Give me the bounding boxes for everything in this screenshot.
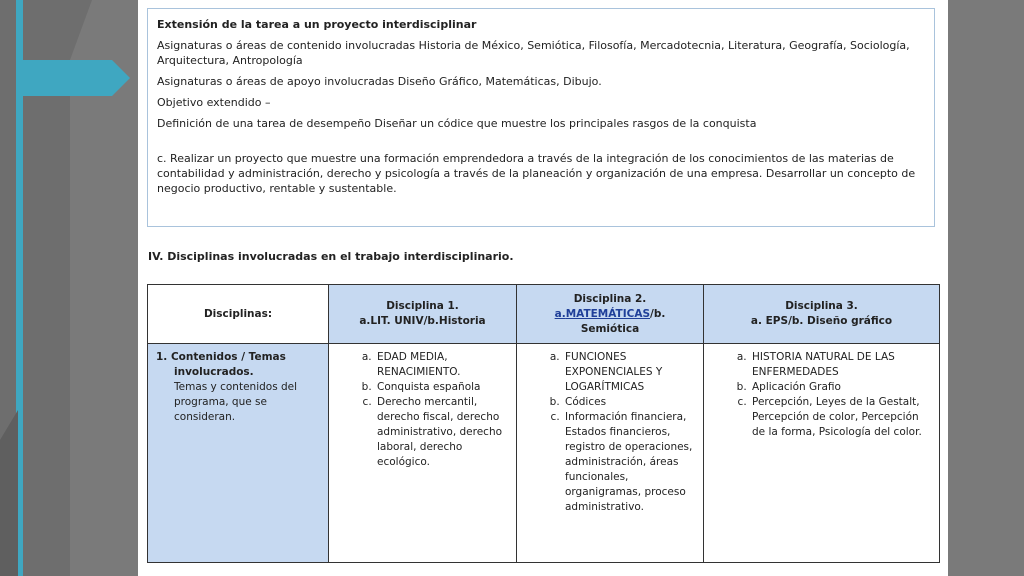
table-header-row xyxy=(148,285,940,344)
header-disciplina-1-title: Disciplina 1. xyxy=(386,300,459,312)
list-item: a. FUNCIONES EXPONENCIALES Y LOGARÍTMICAS xyxy=(563,350,699,395)
disciplines-table xyxy=(147,284,940,563)
header-disciplina-3-subjects: a. EPS/b. Diseño gráfico xyxy=(750,315,893,327)
content-subjects-text: Asignaturas o áreas de contenido involucradas Historia de México, Semiótica, Filosofía, Mercadotecnia, Literatura, Geografía, Sociología, Arquitectura, Antropología xyxy=(157,39,910,67)
box-title: Extensión de la tarea a un proyecto interdisciplinar xyxy=(157,18,477,31)
header-disciplina-3-title: Disciplina 3. xyxy=(785,300,858,312)
list-item: b. Conquista española xyxy=(375,380,512,395)
row-label-title: 1. Contenidos / Temas xyxy=(156,351,286,363)
row-label-cell xyxy=(148,344,329,563)
header-disciplinas: Disciplinas: xyxy=(148,285,329,344)
list-item: c. Percepción, Leyes de la Gestalt, Percepción de color, Percepción de la forma, Psicología del color. xyxy=(750,395,935,440)
header-disciplina-3 xyxy=(704,285,940,344)
performance-task-text: Definición de una tarea de desempeño Diseñar un códice que muestre los principales rasgos de la conquista xyxy=(157,117,757,130)
decorative-arrow-shape xyxy=(0,0,137,576)
extended-objective-text: Objetivo extendido – xyxy=(157,96,271,109)
document-page xyxy=(138,0,948,576)
disciplina-3-contents xyxy=(704,344,940,563)
disciplina-1-contents xyxy=(329,344,517,563)
list-item: a. EDAD MEDIA, RENACIMIENTO. xyxy=(375,350,512,380)
header-disciplina-2-suffix: /b. xyxy=(650,307,666,320)
row-label-subtitle: involucrados. xyxy=(174,366,254,378)
header-disciplina-2 xyxy=(517,285,704,344)
header-disciplina-2-title: Disciplina 2. xyxy=(573,292,647,305)
matematicas-link[interactable]: MATEMÁTICAS xyxy=(565,307,651,320)
task-extension-box xyxy=(147,8,935,227)
disciplina-2-contents xyxy=(517,344,704,563)
list-item: b. Aplicación Grafio xyxy=(750,380,935,395)
list-item: c. Derecho mercantil, derecho fiscal, derecho administrativo, derecho laboral, derecho ecológico. xyxy=(375,395,512,470)
header-disciplina-2-prefix: a. xyxy=(554,307,566,320)
header-disciplina-1-subjects: a.LIT. UNIV/b.Historia xyxy=(359,315,486,327)
list-item: b. Códices xyxy=(563,395,699,410)
row-label-description: Temas y contenidos del programa, que se consideran. xyxy=(174,381,298,423)
table-row xyxy=(148,344,940,563)
list-item: c. Información financiera, Estados financieros, registro de operaciones, administración, áreas funcionales, organigramas, proceso administrativo. xyxy=(563,410,699,515)
support-subjects-text: Asignaturas o áreas de apoyo involucradas Diseño Gráfico, Matemáticas, Dibujo. xyxy=(157,75,602,88)
list-item: a. HISTORIA NATURAL DE LAS ENFERMEDADES xyxy=(750,350,935,380)
header-disciplina-2-semiotica: Semiótica xyxy=(580,322,640,335)
header-disciplina-2-subjects xyxy=(517,307,703,322)
header-disciplina-1 xyxy=(329,285,517,344)
project-description-text: c. Realizar un proyecto que muestre una formación emprendedora a través de la integración de los conocimientos de las materias de contabilidad y administración, derecho y psicología a través de la planeación y organización de una empresa. Desarrollar un concepto de negocio productivo, rentable y sustentable. xyxy=(157,152,916,195)
section-heading: IV. Disciplinas involucradas en el trabajo interdisciplinario. xyxy=(148,250,514,263)
